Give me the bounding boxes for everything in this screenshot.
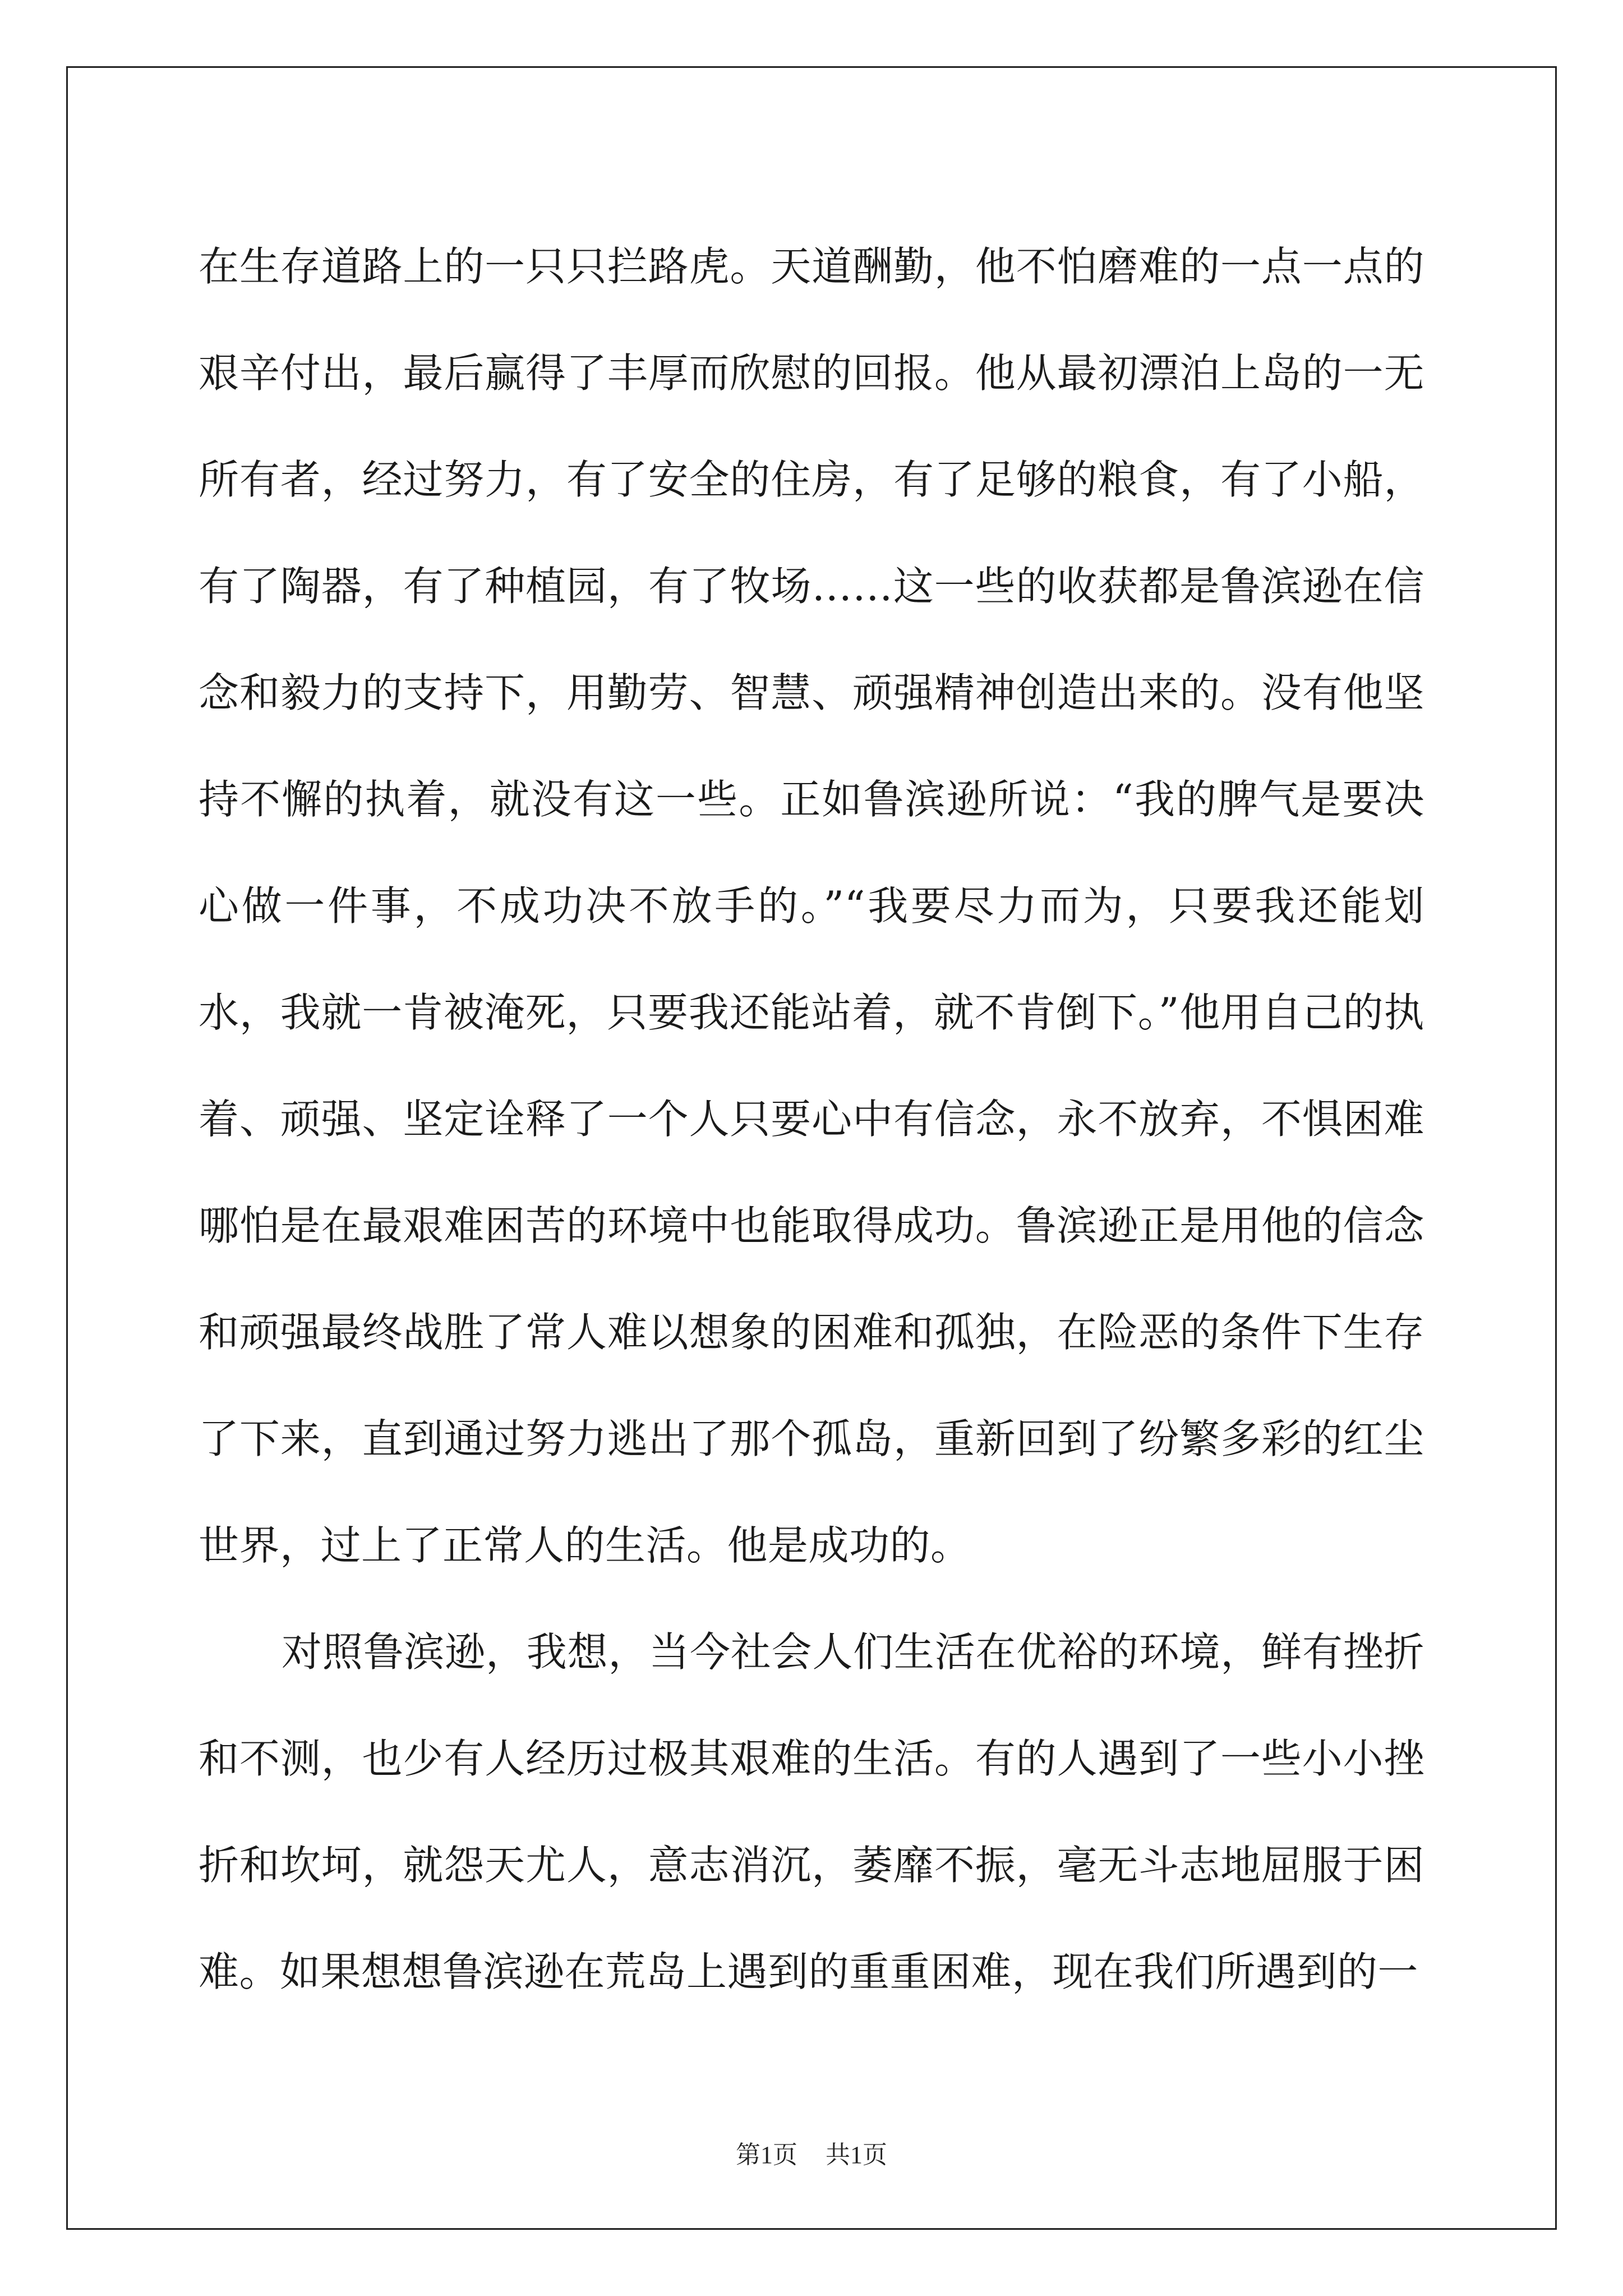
page-number: 第1页 bbox=[736, 2141, 797, 2169]
page-count: 共1页 bbox=[826, 2141, 887, 2169]
paragraph-1: 在生存道路上的一只只拦路虎。天道酬勤，他不怕磨难的一点一点的艰辛付出，最后赢得了丰厚而欣慰的回报。他从最初漂泊上岛的一无所有者，经过努力，有了安全的住房，有了足够的粮食，有了小船，有了陶器，有了种植园，有了牧场……这一些的收获都是鲁滨逊在信念和毅力的支持下，用勤劳、智慧、顽强精神创造出来的。没有他坚持不懈的执着，就没有这一些。正如鲁滨逊所说：“我的脾气是要决心做一件事，不成功决不放手的。”“我要尽力而为，只要我还能划水，我就一肯被淹死，只要我还能站着，就不肯倒下。”他用自己的执着、顽强、坚定诠释了一个人只要心中有信念，永不放弃，不惧困难哪怕是在最艰难困苦的环境中也能取得成功。鲁滨逊正是用他的信念和顽强最终战胜了常人难以想象的困难和孤独，在险恶的条件下生存了下来，直到通过努力逃出了那个孤岛，重新回到了纷繁多彩的红尘世界，过上了正常人的生活。他是成功的。 bbox=[199, 243, 1424, 1569]
paragraph-2: 对照鲁滨逊，我想，当今社会人们生活在优裕的环境，鲜有挫折和不测，也少有人经历过极其艰难的生活。有的人遇到了一些小小挫折和坎坷，就怨天尤人，意志消沉，萎靡不振，毫无斗志地屈服于困难。如果想想鲁滨逊在荒岛上遇到的重重困难，现在我们所遇到的一 bbox=[199, 1628, 1424, 1995]
page-footer bbox=[0, 2134, 1623, 2170]
document-body bbox=[199, 213, 1424, 2025]
